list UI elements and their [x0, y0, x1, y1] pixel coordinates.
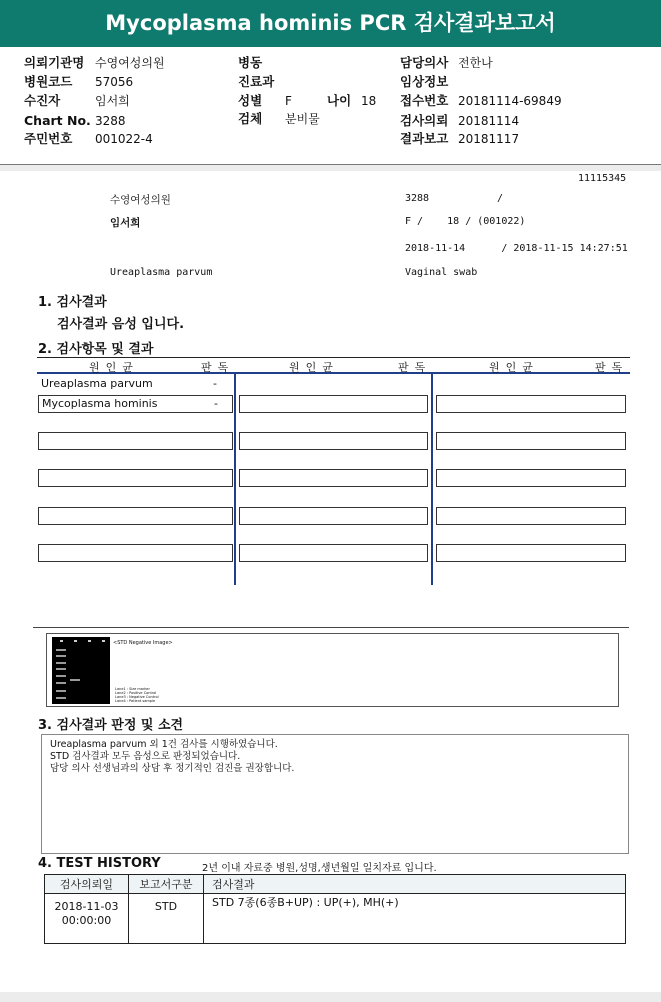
summary-specimen: Vaginal swab [405, 267, 478, 278]
history-time: 00:00:00 [61, 914, 112, 927]
empty-result-cell [38, 469, 233, 487]
summary-chart: 3288 [405, 193, 430, 204]
result-row [38, 376, 231, 394]
col-judgement-2: 판독 [398, 361, 432, 374]
empty-result-cell [38, 507, 233, 525]
gel-legend-line: Lane2 : Positive Control [115, 691, 157, 695]
column-divider [431, 374, 433, 585]
report-date-value: 20181117 [458, 132, 520, 146]
section-divider [33, 627, 629, 628]
col-pathogen-1: 원인균 [89, 361, 139, 374]
page-bottom-band [0, 992, 661, 1002]
institution-value: 수영여성의원 [95, 56, 165, 70]
section1-title: 1. 검사결과 [38, 295, 107, 310]
history-table [44, 874, 626, 944]
empty-result-cell [239, 469, 428, 487]
department-label: 진료과 [238, 74, 275, 89]
history-col-report-type: 보고서구분 [129, 875, 204, 894]
history-result: STD 7종(6종B+UP) : UP(+), MH(+) [204, 894, 626, 944]
col-pathogen-2: 원인균 [289, 361, 339, 374]
section4-title: 4. TEST HISTORY [38, 856, 161, 871]
empty-result-cell [436, 507, 626, 525]
empty-result-cell [239, 432, 428, 450]
history-type: STD [129, 894, 204, 944]
history-row [45, 894, 626, 944]
ward-label: 병동 [238, 55, 263, 70]
result-table-header [37, 357, 630, 374]
summary-chart-slash: / [497, 193, 504, 204]
col-judgement-1: 판독 [201, 361, 235, 374]
age-label: 나이 [327, 93, 352, 108]
sex-value: F [285, 94, 292, 108]
empty-result-cell [436, 395, 626, 413]
pathogen-result: - [214, 397, 218, 410]
col-pathogen-3: 원인균 [489, 361, 539, 374]
summary-organism: Ureaplasma parvum [110, 267, 213, 278]
doctor-label: 담당의사 [400, 55, 449, 70]
chart-no-label: Chart No. [24, 113, 91, 128]
summary-patient: 임서희 [110, 217, 141, 229]
gel-legend-line: Lane3 : Negative Control [115, 695, 159, 699]
gel-legend-line: Lane1 : Size marker [115, 687, 150, 691]
specimen-value: 분비물 [285, 112, 320, 126]
summary-sex-age: F / 18 / (001022) [405, 216, 526, 227]
doctor-value: 전한나 [458, 56, 493, 70]
report-date-label: 결과보고 [400, 131, 449, 146]
institution-label: 의뢰기관명 [24, 55, 85, 70]
receipt-no-value: 20181114-69849 [458, 94, 562, 108]
result-table [37, 357, 630, 585]
resident-no-value: 001022-4 [95, 132, 153, 146]
recipient-label: 수진자 [24, 93, 61, 108]
clinical-label: 임상정보 [400, 74, 449, 89]
specimen-label: 검체 [238, 111, 263, 126]
pathogen-result: - [213, 377, 217, 390]
report-title: Mycoplasma hominis PCR 검사결과보고서 [0, 0, 661, 47]
empty-result-cell [38, 432, 233, 450]
request-date-value: 20181114 [458, 114, 520, 128]
empty-result-cell [436, 469, 626, 487]
section2-title: 2. 검사항목 및 결과 [38, 342, 154, 357]
gel-electrophoresis-image [52, 637, 110, 704]
gel-image-caption: <STD Negative Image> [113, 640, 173, 646]
opinion-line: Ureaplasma parvum 외 1건 검사를 시행하였습니다. [50, 739, 278, 750]
hospital-code-value: 57056 [95, 75, 134, 89]
col-judgement-3: 판독 [595, 361, 629, 374]
empty-result-cell [38, 544, 233, 562]
empty-result-cell [436, 544, 626, 562]
receipt-no-label: 접수번호 [400, 93, 449, 108]
hospital-code-label: 병원코드 [24, 74, 73, 89]
opinion-box [41, 734, 629, 854]
request-date-label: 검사의뢰 [400, 113, 449, 128]
history-col-result: 검사결과 [204, 875, 626, 894]
history-col-request-date: 검사의뢰일 [45, 875, 129, 894]
sex-label: 성별 [238, 93, 263, 108]
pathogen-name: Ureaplasma parvum [41, 377, 153, 390]
column-divider [234, 374, 236, 585]
report-code: 11115345 [578, 173, 627, 184]
opinion-line: 담당 의사 선생님과의 상담 후 정기적인 검진을 권장합니다. [50, 763, 295, 774]
gel-image-panel [46, 633, 619, 707]
chart-no-value: 3288 [95, 114, 126, 128]
summary-clinic: 수영여성의원 [110, 194, 171, 206]
resident-no-label: 주민번호 [24, 131, 73, 146]
empty-result-cell [239, 507, 428, 525]
history-date: 2018-11-03 [54, 900, 119, 913]
header-divider [0, 165, 661, 171]
history-date-cell [45, 894, 129, 944]
empty-result-cell [239, 395, 428, 413]
empty-result-cell [436, 432, 626, 450]
report-header [0, 47, 661, 165]
history-header-row [45, 875, 626, 894]
gel-legend-line: Lane4 : Patient sample [115, 699, 156, 703]
opinion-line: STD 검사결과 모두 음성으로 판정되었습니다. [50, 751, 241, 762]
history-note: 2년 이내 자료중 병원,성명,생년월일 일치자료 입니다. [202, 863, 437, 874]
summary-dates: 2018-11-14 / 2018-11-15 14:27:51 [405, 243, 628, 254]
section3-title: 3. 검사결과 판정 및 소견 [38, 718, 184, 733]
section1-text: 검사결과 음성 입니다. [57, 317, 185, 332]
recipient-value: 임서희 [95, 94, 130, 108]
pathogen-name: Mycoplasma hominis [42, 397, 158, 410]
age-value: 18 [361, 94, 377, 108]
result-row [38, 395, 233, 413]
empty-result-cell [239, 544, 428, 562]
